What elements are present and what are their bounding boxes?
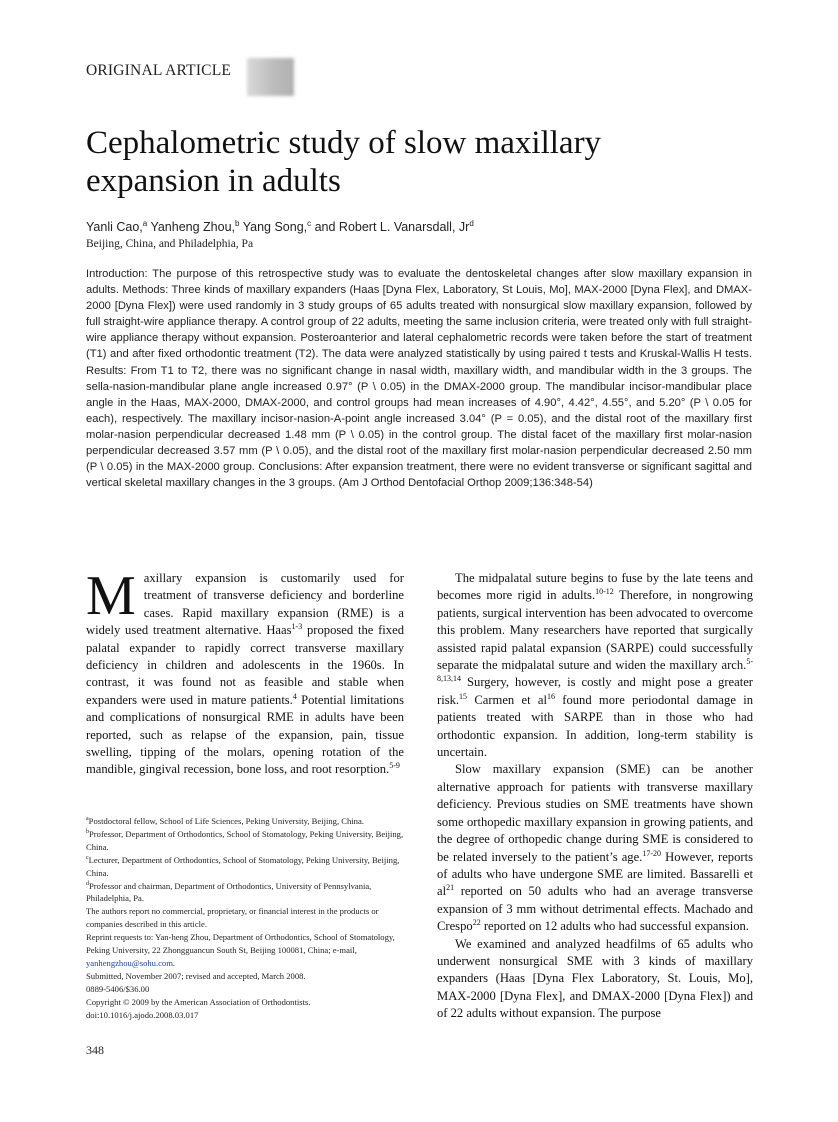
citation-ref: 17-20 <box>642 848 662 858</box>
citation-ref: 10-12 <box>595 587 614 597</box>
article-title: Cephalometric study of slow maxillary expansion in adults <box>86 125 602 199</box>
section-label: ORIGINAL ARTICLE <box>86 62 232 79</box>
footnote-text: Postdoctoral fellow, School of Life Sciences, Peking University, Beijing, China. <box>88 816 364 826</box>
footnote-mark: d <box>86 880 89 887</box>
author-name: Yanheng Zhou, <box>147 220 236 235</box>
body-paragraph <box>437 570 753 761</box>
footnote-text: Reprint requests to: Yan-heng Zhou, Department of Orthodontics, School of Stomatology, Peking University, 22 Zhongguancun South St, Beijing 100081, China; e-mail, <box>86 932 395 956</box>
paragraph-text: found more periodontal damage in patients treated with SARPE than in those who had orthodontic expansion. In addition, long-term stability is uncertain. <box>437 692 753 760</box>
abstract: Introduction: The purpose of this retrospective study was to evaluate the dentoskeletal changes after slow maxillary expansion in adults. Methods: Three kinds of maxillary expanders (Haas [Dyna Flex, Laboratory, St Louis, Mo], MAX-2000 [Dyna Flex], and DMAX-2000 [Dyna Flex]) were used randomly in 3 study groups of 65 adults treated with nonsurgical slow maxillary expansion, followed by full straight-wire appliance therapy. A control group of 22 adults, meeting the same inclusion criteria, were treated only with full straight-wire appliance therapy without expansion. Posteroanterior and lateral cephalometric records were taken before the start of treatment (T1) and after fixed orthodontic treatment (T2). The data were analyzed statistically by using paired t tests and Kruskal-Wallis H tests. Results: From T1 to T2, there was no significant change in nasal width, maxillary width, and mandibular width in the 3 groups. The sella-nasion-mandibular plane angle increased 0.97° (P \ 0.05) in the DMAX-2000 group. The mandibular incisor-mandibular place angle in the Haas, MAX-2000, DMAX-2000, and control groups had mean increases of 4.90°, 4.42°, 4.55°, and 5.20° (P \ 0.05 for each), respectively. The maxillary incisor-nasion-A-point angle increased 3.04° (P = 0.05), and the distal root of the maxillary first molar-nasion perpendicular decreased 1.48 mm (P \ 0.05) in the control group. The distal facet of the maxillary first molar-nasion perpendicular decreased 3.57 mm (P \ 0.05), and the distal root of the maxillary first molar-nasion perpendicular decreased 2.50 mm (P \ 0.05) in the MAX-2000 group. Conclusions: After expansion treatment, there were no evident transverse or significant sagittal and vertical skeletal maxillary changes in the 3 groups. (Am J Orthod Dentofacial Orthop 2009;136:348-54) <box>86 268 752 490</box>
footnote-reprint <box>86 931 404 970</box>
author-name: and Robert L. Vanarsdall, Jr <box>311 220 470 235</box>
author-affiliation-mark: d <box>469 219 474 228</box>
footnotes <box>86 815 404 1022</box>
footnote-text: Lecturer, Department of Orthodontics, School of Stomatology, Peking University, Beijing, China. <box>86 854 400 878</box>
author-name: Yanli Cao, <box>86 220 143 235</box>
footnote-mark: a <box>86 816 89 823</box>
footnote-copyright: Copyright © 2009 by the American Association of Orthodontists. <box>86 996 311 1007</box>
paragraph-text: reported on 12 adults who had successful expansion. <box>480 919 749 934</box>
footnote-mark: c <box>86 854 89 861</box>
footnote-doi: doi:10.1016/j.ajodo.2008.03.017 <box>86 1009 199 1020</box>
footnote-affiliation-a <box>86 815 404 828</box>
paragraph-text: Carmen et al <box>467 692 547 707</box>
drop-cap: M <box>86 565 136 627</box>
footnote-affiliation-d <box>86 880 404 906</box>
citation-ref: 4 <box>292 691 297 701</box>
body-paragraph <box>437 936 753 1023</box>
footnote-affiliation-c <box>86 854 404 880</box>
author-location: Beijing, China, and Philadelphia, Pa <box>86 238 254 250</box>
paragraph-text: Surgery, however, is costly and might pose a greater risk. <box>437 675 753 707</box>
author-affiliation-mark: c <box>307 219 312 228</box>
footnote-text: . <box>172 957 176 968</box>
page-number: 348 <box>86 1043 104 1057</box>
paragraph-text: axillary expansion is customarily used for treatment of transverse deficiency and borderline cases. Rapid maxillary expansion (RME) is a widely used treatment alternative. Haas <box>86 571 404 638</box>
footnote-submitted: Submitted, November 2007; revised and accepted, March 2008. <box>86 970 306 981</box>
section-label-shade <box>247 58 294 96</box>
footnote-affiliation-b <box>86 828 404 854</box>
footnote-disclosure: The authors report no commercial, proprietary, or financial interest in the products or companies described in this article. <box>86 906 379 930</box>
paragraph-text: However, reports of adults who have undergone SME are limited. Bassarelli et al <box>437 849 753 899</box>
body-paragraph <box>437 761 753 935</box>
paragraph-text: Potential limitations and complications of nonsurgical RME in adults have been reported, such as relapse of the expansion, pain, tissue swelling, tipping of the molars, opening rotation of the mandible, gingival recession, bone loss, and root resorption. <box>86 692 404 777</box>
footnote-text: Professor and chairman, Department of Orthodontics, University of Pennsylvania, Philadelphia, Pa. <box>86 880 372 904</box>
citation-ref: 22 <box>472 917 481 927</box>
author-affiliation-mark: a <box>142 219 148 228</box>
footnote-issn: 0889-5406/$36.00 <box>86 983 150 994</box>
paragraph-text: Therefore, in nongrowing patients, surgical intervention has been advocated to overcome this problem. Many researchers have reported that surgically assisted rapid palatal expansion (SARPE) could successfully separate the midpalatal suture and widen the maxillary arch. <box>437 588 753 673</box>
paragraph-text: The midpalatal suture begins to fuse by the late teens and becomes more rigid in adults. <box>437 571 753 603</box>
email-link[interactable]: yanhengzhou@sohu.com <box>86 957 173 968</box>
citation-ref: 5-8,13,14 <box>437 656 753 684</box>
citation-ref: 1-3 <box>291 622 303 632</box>
author-list <box>86 219 474 234</box>
paragraph-text: proposed the fixed palatal expander to rapidly correct transverse maxillary deficiency in children and adolescents in the 1960s. In contrast, it was found not as feasible and stable when expanders were used in mature patients. <box>86 623 404 707</box>
intro-paragraph <box>86 565 404 779</box>
paragraph-text: reported on 50 adults who had an average transverse expansion of 3 mm without detrimental effects. Machado and Crespo <box>437 884 753 934</box>
footnote-mark: b <box>86 829 89 836</box>
citation-ref: 16 <box>546 691 555 701</box>
paragraph-text: Slow maxillary expansion (SME) can be another alternative approach for patients with transverse maxillary deficiency. Previous studies on SME treatments have shown some orthopedic maxillary expansion in growing patients, and the degree of orthopedic change during SME is considered to be related inversely to the patient’s age. <box>437 762 753 864</box>
author-affiliation-mark: b <box>235 219 240 228</box>
citation-ref: 5-9 <box>389 761 400 771</box>
footnote-text: Professor, Department of Orthodontics, School of Stomatology, Peking University, Beijing, China. <box>86 828 404 852</box>
paragraph-text: We examined and analyzed headfilms of 65 adults who underwent nonsurgical SME with 3 kinds of maxillary expanders (Haas [Dyna Flex Laboratory, St. Louis, Mo], MAX-2000 [Dyna Flex], and DMAX-2000 [Dyna Flex]) and of 22 adults without expansion. The purpose <box>437 936 753 1021</box>
body-column-left <box>86 565 404 779</box>
citation-ref: 21 <box>446 883 455 893</box>
author-name: Yang Song, <box>239 220 308 235</box>
citation-ref: 15 <box>459 691 468 701</box>
body-column-right <box>437 570 753 1023</box>
